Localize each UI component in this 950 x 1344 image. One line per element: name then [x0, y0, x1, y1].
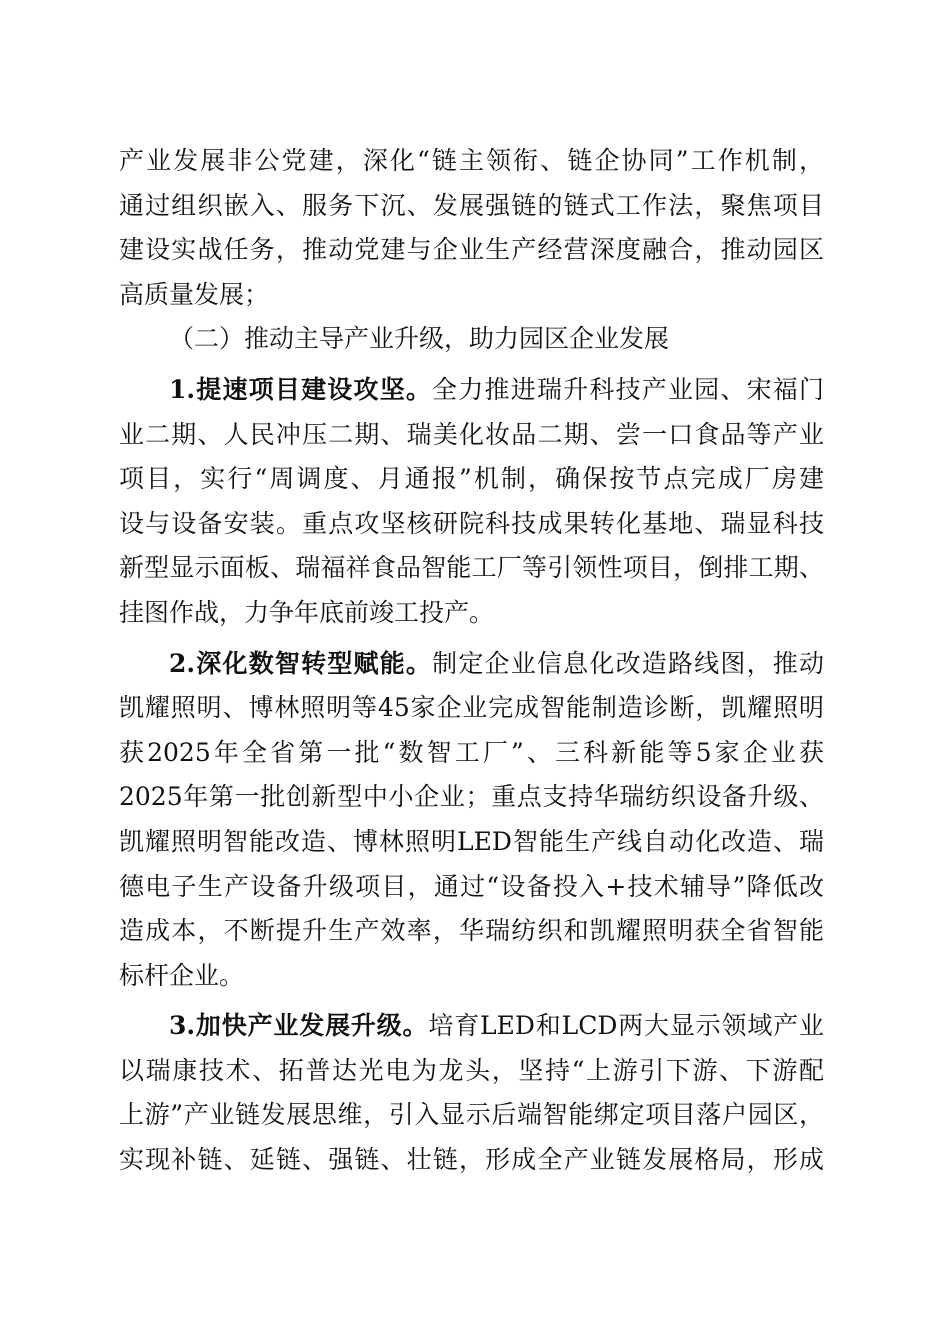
- text-line: [119, 368, 824, 413]
- paragraph-lead-title: 1.提速项目建设攻坚。: [169, 374, 433, 404]
- text-line: 设与设备安装。重点攻坚核研院科技成果转化基地、瑞显科技: [119, 508, 824, 538]
- section-heading: （二）推动主导产业升级，助力园区企业发展: [169, 324, 670, 354]
- text-line: 标杆企业。: [119, 960, 245, 990]
- text-line: 业二期、人民冲压二期、瑞美化妆品二期、尝一口食品等产业: [119, 419, 824, 449]
- text-line: 凯耀照明智能改造、博林照明LED智能生产线自动化改造、瑞: [119, 826, 824, 856]
- text-line: 凯耀照明、博林照明等45家企业完成智能制造诊断，凯耀照明: [119, 693, 824, 723]
- text-line: [119, 642, 824, 687]
- text-line: 德电子生产设备升级项目，通过“设备投入+技术辅导”降低改: [119, 871, 824, 901]
- paragraph-lead-text: 制定企业信息化改造路线图，推动: [432, 648, 824, 678]
- paragraph-industry-upgrade: [119, 1004, 824, 1182]
- text-line: 实现补链、延链、强链、壮链，形成全产业链发展格局，形成: [119, 1145, 824, 1175]
- paragraph-party-building: [119, 139, 824, 317]
- text-line: 获2025年全省第一批“数智工厂”、三科新能等5家企业获: [119, 737, 824, 767]
- paragraph-lead-text: 培育LED和LCD两大显示领域产业: [428, 1011, 824, 1041]
- text-line: 2025年第一批创新型中小企业；重点支持华瑞纺织设备升级、: [119, 782, 824, 812]
- text-line: 建设实战任务，推动党建与企业生产经营深度融合，推动园区: [119, 235, 824, 265]
- text-line: 新型显示面板、瑞福祥食品智能工厂等引领性项目，倒排工期、: [119, 553, 824, 583]
- text-line: 造成本，不断提升生产效率，华瑞纺织和凯耀照明获全省智能: [119, 916, 824, 946]
- paragraph-lead-title: 2.深化数智转型赋能。: [169, 648, 433, 678]
- text-line: 通过组织嵌入、服务下沉、发展强链的链式工作法，聚焦项目: [119, 190, 824, 220]
- paragraph-lead-title: 3.加快产业发展升级。: [169, 1011, 429, 1041]
- paragraph-project-construction: [119, 368, 824, 636]
- text-line: 以瑞康技术、拓普达光电为龙头，坚持“上游引下游、下游配: [119, 1055, 824, 1085]
- text-line: 产业发展非公党建，深化“链主领衔、链企协同”工作机制，: [119, 146, 824, 175]
- document-body: [119, 139, 824, 1183]
- paragraph-digital-transformation: [119, 642, 824, 999]
- text-line: 上游”产业链发展思维，引入显示后端智能绑定项目落户园区，: [119, 1100, 824, 1130]
- text-line: [119, 1004, 824, 1049]
- text-line: 挂图作战，力争年底前竣工投产。: [119, 597, 495, 627]
- text-line: 项目，实行“周调度、月通报”机制，确保按节点完成厂房建: [119, 464, 824, 494]
- paragraph-lead-text: 全力推进瑞升科技产业园、宋福门: [432, 374, 824, 404]
- text-line: 高质量发展；: [119, 279, 270, 309]
